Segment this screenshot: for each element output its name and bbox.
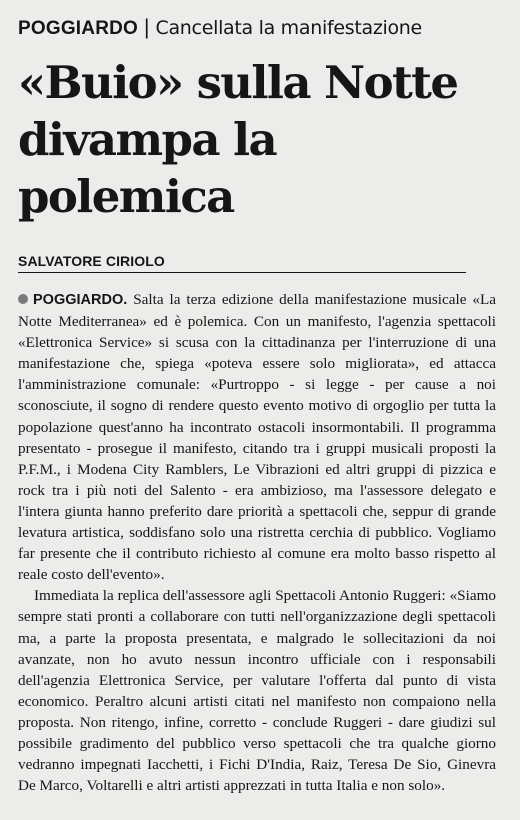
article-paragraph-2: [18, 585, 496, 796]
bullet-icon: [18, 294, 28, 304]
headline-line-1: «Buio» sulla Notte: [18, 56, 458, 109]
article-body: [18, 289, 496, 796]
byline: SALVATORE CIRIOLO: [18, 253, 466, 273]
kicker-separator: |: [144, 16, 150, 39]
kicker-place: POGGIARDO: [18, 18, 139, 39]
kicker-text: Cancellata la manifestazione: [155, 17, 422, 39]
lead-place: POGGIARDO.: [33, 292, 128, 308]
paragraph-1-text: Salta la terza edizione della manifestazione musicale «La Notte Mediterranea» ed è polemica. Con un manifesto, l'agenzia spettacoli «Elettronica Service» si scusa con la cittadinanza per l'interruzione di una manifestazione che, spiega «poteva essere solo migliorata», ed attacca l'amministrazione comunale: «Purtroppo - si legge - per cause a noi sconosciute, il sogno di rendere questo evento motivo di orgoglio per tutta la popolazione quest'anno ha incontrato ostacoli insormontabili. Il programma presentato - prosegue il manifesto, citando tra i gruppi musicali proposti la P.F.M., i Modena City Ramblers, Le Vibrazioni ed altri gruppi di pizzica e rock tra i più noti del Salento - era ambizioso, ma l'assessore delegato e l'intera giunta hanno preferito dare priorità a spettacoli che, seppur di grande levatura artistica, soddisfano solo una ristretta cerchia di pubblico. Vogliamo far presente che il contributo richiesto al comune era molto basso rispetto al reale costo dell'evento».: [18, 291, 497, 584]
article-paragraph-1: [18, 289, 496, 585]
headline: [18, 54, 502, 225]
headline-line-2: divampa la polemica: [18, 113, 277, 223]
paragraph-2-text: Immediata la replica dell'assessore agli Spettacoli Antonio Ruggeri: «Siamo sempre stati pronti a collaborare con tutti nell'organizzazione degli spettacoli ma, a parte la proposta presentata, e malgrado le sollecitazioni da noi avanzate, non ho avuto nessun incontro ufficiale con i responsabili dell'agenzia Elettronica Service, per valutare l'offerta dal punto di vista economico. Peraltro alcuni artisti citati nel manifesto non compaiono nella proposta. Non ritengo, infine, corretto - conclude Ruggeri - dare giudizi sul possibile gradimento del pubblico verso spettacoli che tra qualche giorno vedranno impegnati Iacchetti, i Fichi D'India, Raiz, Teresa De Sio, Ginevra De Marco, Voltarelli e altri artisti apprezzati in tutta Italia e non solo».: [18, 587, 496, 795]
kicker: [18, 16, 502, 46]
